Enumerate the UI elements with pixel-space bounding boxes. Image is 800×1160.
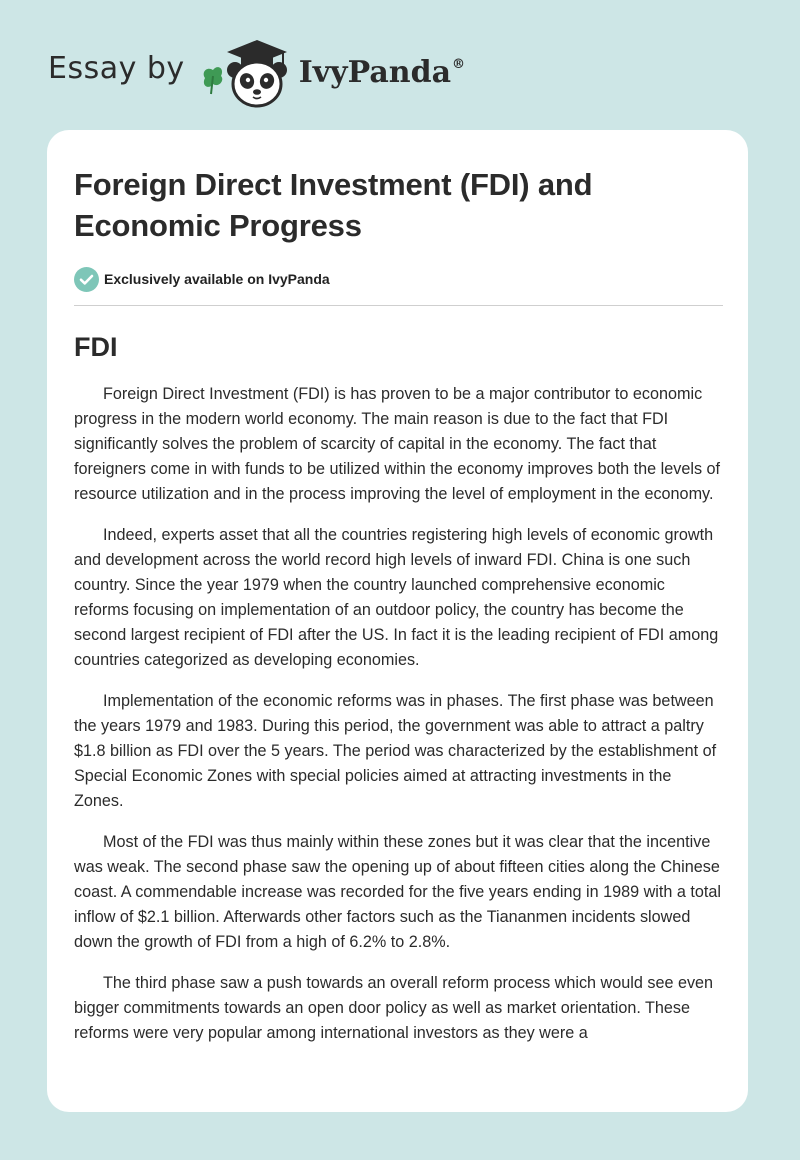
paragraph: Indeed, experts asset that all the countries registering high levels of economic growth and development across the world record high levels of inward FDI. China is one such country. Since the year 1979 when the country launched comprehensive economic reforms focusing on implementation of an outdoor policy, the country has become the second largest recipient of FDI after the US. In fact it is the leading recipient of FDI among countries categorized as developing economies. — [74, 526, 719, 669]
site-header — [48, 34, 465, 110]
paragraph: The third phase saw a push towards an overall reform process which would see even bigger commitments towards an open door policy as well as market orientation. These reforms were very popular among international investors as they were a — [74, 974, 714, 1042]
brand-name[interactable]: IvyPanda® — [298, 54, 466, 90]
exclusive-badge-label: Exclusively available on IvyPanda — [104, 271, 330, 287]
essay-title: Foreign Direct Investment (FDI) and Economic Progress — [74, 167, 593, 243]
paragraph: Most of the FDI was thus mainly within these zones but it was clear that the incentive was weak. The second phase saw the opening up of about fifteen cities along the Chinese coast. A commendable increase was recorded for the five years ending in 1989 with a total inflow of $2.1 billion. Afterwards other factors such as the Tiananmen incidents slowed down the growth of FDI from a high of 6.2% to 2.8%. — [74, 833, 721, 951]
registered-mark: ® — [452, 56, 466, 72]
essay-card — [47, 130, 748, 1112]
essay-body — [74, 382, 724, 1046]
check-circle-icon — [74, 267, 99, 292]
exclusive-badge — [74, 266, 724, 292]
panda-graduate-logo-icon[interactable] — [199, 34, 295, 110]
paragraph: Implementation of the economic reforms was in phases. The first phase was between the years 1979 and 1983. During this period, the government was able to attract a paltry $1.8 billion as FDI over the 5 years. The period was characterized by the establishment of Special Economic Zones with special policies aimed at attracting investments in the Zones. — [74, 692, 717, 810]
section-heading: FDI — [74, 332, 118, 362]
title-divider — [74, 305, 723, 306]
essay-by-label: Essay by — [48, 50, 185, 86]
essay-content — [74, 164, 724, 1062]
paragraph: Foreign Direct Investment (FDI) is has proven to be a major contributor to economic progress in the modern world economy. The main reason is due to the fact that FDI significantly solves the problem of scarcity of capital in the economy. The fact that foreigners come in with funds to be utilized within the economy improves both the levels of resource utilization and in the process improving the level of employment in the economy. — [74, 385, 721, 503]
